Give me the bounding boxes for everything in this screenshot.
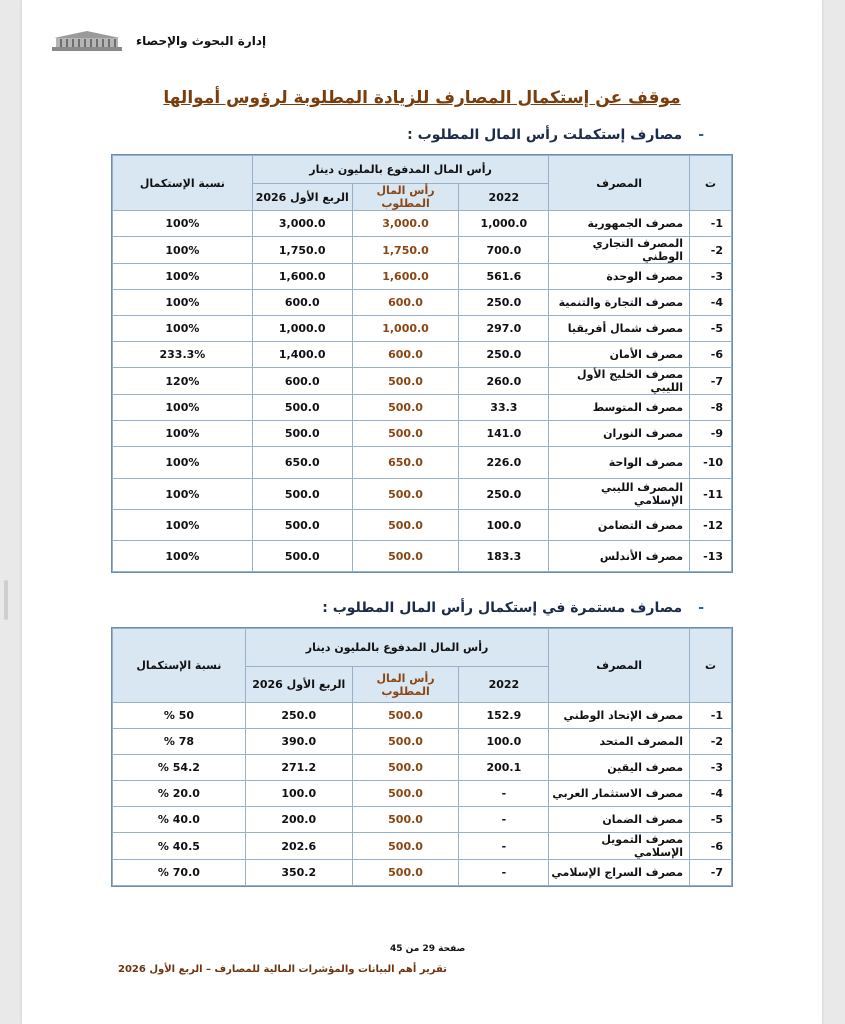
value-required: 1,000.0 [352,316,459,342]
value-required: 500.0 [352,479,459,510]
completion-ratio: 100% [113,395,253,421]
table-row [113,290,732,316]
table-row [113,447,732,479]
value-required: 1,750.0 [352,237,459,264]
completion-ratio: 100% [113,316,253,342]
col-q1-header: الربع الأول 2026 [252,184,352,211]
row-index: 3- [690,755,732,781]
value-required: 500.0 [352,421,459,447]
building-logo-icon [50,30,124,52]
value-2022: 297.0 [459,316,549,342]
value-q1-2026: 350.2 [245,860,352,886]
value-required: 500.0 [352,755,459,781]
col-q1-header: الربع الأول 2026 [245,667,352,703]
value-2022: 561.6 [459,264,549,290]
value-2022: 250.0 [459,479,549,510]
completion-ratio: 100% [113,264,253,290]
value-required: 500.0 [352,833,459,860]
page-number: صفحة 29 من 45 [390,944,466,954]
completion-ratio: 40.5 % [113,833,246,860]
completed-banks-table [112,155,732,572]
bank-name: مصرف الجمهورية [549,211,690,237]
row-index: 3- [690,264,732,290]
bank-name: مصرف الخليج الأول الليبي [549,368,690,395]
completion-ratio: 20.0 % [113,781,246,807]
bank-name: مصرف الواحة [549,447,690,479]
col-group-header: رأس المال المدفوع بالمليون دينار [245,629,548,667]
bullet-dash: - [698,127,704,143]
value-q1-2026: 600.0 [252,290,352,316]
row-index: 7- [690,860,732,886]
value-q1-2026: 100.0 [245,781,352,807]
bank-name: مصرف السراج الإسلامي [549,860,690,886]
value-required: 600.0 [352,290,459,316]
table-row [113,729,732,755]
value-q1-2026: 202.6 [245,833,352,860]
value-q1-2026: 250.0 [245,703,352,729]
value-2022: - [459,833,549,860]
row-index: 4- [690,290,732,316]
bank-name: المصرف التجاري الوطني [549,237,690,264]
value-required: 500.0 [352,729,459,755]
value-required: 500.0 [352,703,459,729]
value-2022: 152.9 [459,703,549,729]
col-group-header: رأس المال المدفوع بالمليون دينار [252,156,549,184]
value-2022: 141.0 [459,421,549,447]
row-index: 7- [690,368,732,395]
value-required: 500.0 [352,510,459,541]
table-row [113,264,732,290]
table-row [113,703,732,729]
row-index: 12- [690,510,732,541]
table-row [113,479,732,510]
row-index: 6- [690,342,732,368]
bank-name: مصرف الوحدة [549,264,690,290]
row-index: 2- [690,729,732,755]
value-required: 600.0 [352,342,459,368]
completion-ratio: 70.0 % [113,860,246,886]
completion-ratio: 50 % [113,703,246,729]
document-page [22,0,822,1024]
value-2022: 183.3 [459,541,549,572]
value-q1-2026: 3,000.0 [252,211,352,237]
table-row [113,211,732,237]
completion-ratio: 120% [113,368,253,395]
completion-ratio: 100% [113,421,253,447]
completion-ratio: 100% [113,237,253,264]
row-index: 5- [690,807,732,833]
value-required: 500.0 [352,395,459,421]
section2-label: مصارف مستمرة في إستكمال رأس المال المطلوب : [322,600,683,616]
value-2022: 226.0 [459,447,549,479]
value-q1-2026: 500.0 [252,395,352,421]
value-2022: - [459,807,549,833]
value-2022: 260.0 [459,368,549,395]
bank-name: مصرف التضامن [549,510,690,541]
section1-heading [407,127,704,143]
value-required: 3,000.0 [352,211,459,237]
value-q1-2026: 600.0 [252,368,352,395]
completion-ratio: 40.0 % [113,807,246,833]
completion-ratio: 100% [113,447,253,479]
value-q1-2026: 500.0 [252,479,352,510]
value-2022: 100.0 [459,729,549,755]
bank-name: مصرف الضمان [549,807,690,833]
value-2022: 250.0 [459,290,549,316]
table-row [113,237,732,264]
value-q1-2026: 1,600.0 [252,264,352,290]
value-q1-2026: 1,750.0 [252,237,352,264]
row-index: 11- [690,479,732,510]
row-index: 13- [690,541,732,572]
row-index: 2- [690,237,732,264]
table-row [113,510,732,541]
value-required: 500.0 [352,541,459,572]
value-q1-2026: 500.0 [252,541,352,572]
bullet-dash: - [698,600,704,616]
value-q1-2026: 500.0 [252,510,352,541]
table-row [113,807,732,833]
value-2022: 33.3 [459,395,549,421]
bank-name: مصرف شمال أفريقيا [549,316,690,342]
value-q1-2026: 500.0 [252,421,352,447]
table-row [113,421,732,447]
value-2022: 200.1 [459,755,549,781]
bank-name: المصرف الليبي الإسلامي [549,479,690,510]
row-index: 6- [690,833,732,860]
completion-ratio: 78 % [113,729,246,755]
bank-name: مصرف المتوسط [549,395,690,421]
value-required: 650.0 [352,447,459,479]
value-q1-2026: 1,400.0 [252,342,352,368]
value-2022: 700.0 [459,237,549,264]
bank-name: مصرف الاستثمار العربي [549,781,690,807]
value-2022: - [459,781,549,807]
table-row [113,316,732,342]
table-row [113,541,732,572]
value-required: 500.0 [352,368,459,395]
table-row [113,368,732,395]
department-name: إدارة البحوث والإحصاء [136,34,267,48]
value-2022: 1,000.0 [459,211,549,237]
table-row [113,755,732,781]
report-footer: تقرير أهم البيانات والمؤشرات المالية للمصارف – الربع الأول 2026 [118,964,447,975]
value-q1-2026: 271.2 [245,755,352,781]
table-row [113,395,732,421]
page-title: موقف عن إستكمال المصارف للزيادة المطلوبة لرؤوس أموالها [163,88,681,108]
row-index: 4- [690,781,732,807]
col-idx-header: ت [690,156,732,211]
bank-name: المصرف المتحد [549,729,690,755]
col-ratio-header: نسبة الإستكمال [113,156,253,211]
value-required: 500.0 [352,807,459,833]
row-index: 9- [690,421,732,447]
col-ratio-header: نسبة الإستكمال [113,629,246,703]
table-row [113,342,732,368]
value-required: 500.0 [352,781,459,807]
value-2022: 250.0 [459,342,549,368]
ongoing-banks-table [112,628,732,886]
table-row [113,833,732,860]
value-required: 500.0 [352,860,459,886]
col-2022-header: 2022 [459,667,549,703]
completion-ratio: 233.3% [113,342,253,368]
value-q1-2026: 1,000.0 [252,316,352,342]
bank-name: مصرف التجارة والتنمية [549,290,690,316]
bank-name: مصرف اليقين [549,755,690,781]
value-q1-2026: 650.0 [252,447,352,479]
bank-name: مصرف التمويل الإسلامي [549,833,690,860]
bank-name: مصرف الأمان [549,342,690,368]
completion-ratio: 54.2 % [113,755,246,781]
col-required-header: رأس المال المطلوب [352,667,459,703]
value-required: 1,600.0 [352,264,459,290]
completion-ratio: 100% [113,290,253,316]
value-q1-2026: 200.0 [245,807,352,833]
completion-ratio: 100% [113,479,253,510]
bank-name: مصرف الإتحاد الوطني [549,703,690,729]
completion-ratio: 100% [113,541,253,572]
bank-name: مصرف النوران [549,421,690,447]
value-q1-2026: 390.0 [245,729,352,755]
col-bank-header: المصرف [549,629,690,703]
col-2022-header: 2022 [459,184,549,211]
row-index: 1- [690,703,732,729]
completion-ratio: 100% [113,510,253,541]
row-index: 1- [690,211,732,237]
row-index: 5- [690,316,732,342]
bank-name: مصرف الأندلس [549,541,690,572]
value-2022: - [459,860,549,886]
col-bank-header: المصرف [549,156,690,211]
completion-ratio: 100% [113,211,253,237]
table-row [113,860,732,886]
row-index: 8- [690,395,732,421]
col-required-header: رأس المال المطلوب [352,184,459,211]
col-idx-header: ت [690,629,732,703]
row-index: 10- [690,447,732,479]
table-row [113,781,732,807]
value-2022: 100.0 [459,510,549,541]
scrollbar-thumb[interactable] [4,580,8,620]
section1-label: مصارف إستكملت رأس المال المطلوب : [407,127,683,143]
section2-heading [322,600,704,616]
